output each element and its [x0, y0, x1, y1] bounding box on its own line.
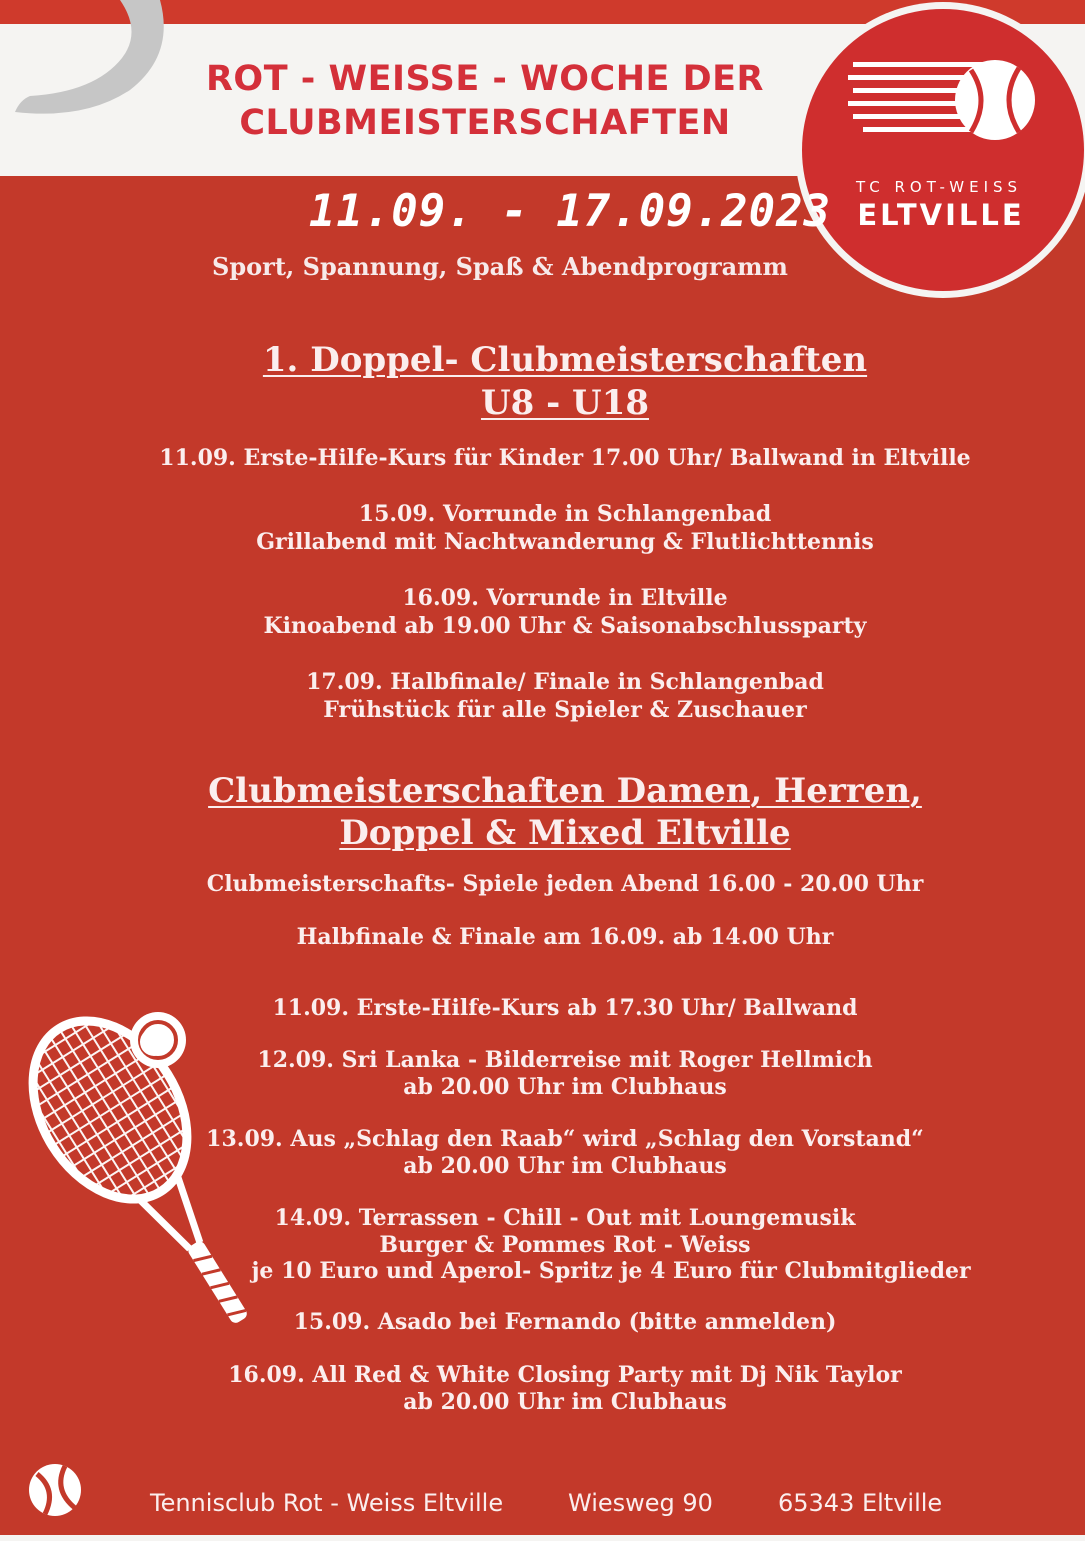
section1-heading-line-1: 1. Doppel- Clubmeisterschaften: [262, 340, 868, 380]
section1-heading-line-2: U8 - U18: [480, 383, 650, 423]
section2-line: Burger & Pommes Rot - Weiss: [379, 1232, 751, 1258]
section2-heading-line-2: Doppel & Mixed Eltville: [339, 813, 791, 853]
section2-line: je 10 Euro und Aperol- Spritz je 4 Euro für Clubmitglieder: [251, 1258, 971, 1284]
section1-line: 17.09. Halbfinale/ Finale in Schlangenbad: [306, 669, 824, 695]
footer-ball-icon: [27, 1462, 83, 1518]
section1-line: Frühstück für alle Spieler & Zuschauer: [323, 697, 807, 723]
logo-text-line-1: TC ROT-WEISS: [855, 178, 1023, 196]
footer-city: 65343 Eltville: [778, 1489, 943, 1517]
section2-line: Clubmeisterschafts- Spiele jeden Abend 16.00 - 20.00 Uhr: [206, 871, 924, 897]
page-title-line-2: CLUBMEISTERSCHAFTEN: [239, 103, 731, 143]
section2-line: 16.09. All Red & White Closing Party mit Dj Nik Taylor: [228, 1362, 902, 1388]
section2-line: 15.09. Asado bei Fernando (bitte anmelden): [293, 1309, 837, 1335]
section2-line: ab 20.00 Uhr im Clubhaus: [403, 1074, 727, 1100]
section2-line: ab 20.00 Uhr im Clubhaus: [403, 1153, 727, 1179]
footer-street: Wiesweg 90: [568, 1489, 713, 1517]
logo-text-line-2: ELTVILLE: [857, 198, 1025, 232]
section2-line: Halbfinale & Finale am 16.09. ab 14.00 Uhr: [296, 924, 834, 950]
section2-heading-line-1: Clubmeisterschaften Damen, Herren,: [208, 771, 922, 811]
section1-line: 11.09. Erste-Hilfe-Kurs für Kinder 17.00 Uhr/ Ballwand in Eltville: [159, 445, 971, 471]
tennis-racket-icon: [10, 1000, 280, 1330]
section1-line: 15.09. Vorrunde in Schlangenbad: [358, 501, 772, 527]
section1-line: 16.09. Vorrunde in Eltville: [402, 585, 728, 611]
bottom-strip: [0, 1535, 1085, 1541]
footer-club-name: Tennisclub Rot - Weiss Eltville: [150, 1489, 504, 1517]
page-title-line-1: ROT - WEISSE - WOCHE DER: [205, 59, 764, 99]
section2-line: ab 20.00 Uhr im Clubhaus: [403, 1389, 727, 1415]
section2-line: 13.09. Aus „Schlag den Raab“ wird „Schlag den Vorstand“: [206, 1126, 924, 1152]
section1-line: Grillabend mit Nachtwanderung & Flutlichttennis: [256, 529, 874, 555]
event-dates: 11.09. - 17.09.2023: [308, 186, 832, 237]
section2-line: 12.09. Sri Lanka - Bilderreise mit Roger Hellmich: [257, 1047, 873, 1073]
section1-line: Kinoabend ab 19.00 Uhr & Saisonabschlussparty: [263, 613, 867, 639]
section2-line: 14.09. Terrassen - Chill - Out mit Loungemusik: [274, 1205, 856, 1231]
section2-line: 11.09. Erste-Hilfe-Kurs ab 17.30 Uhr/ Ballwand: [272, 995, 858, 1021]
event-subtitle: Sport, Spannung, Spaß & Abendprogramm: [212, 252, 788, 281]
